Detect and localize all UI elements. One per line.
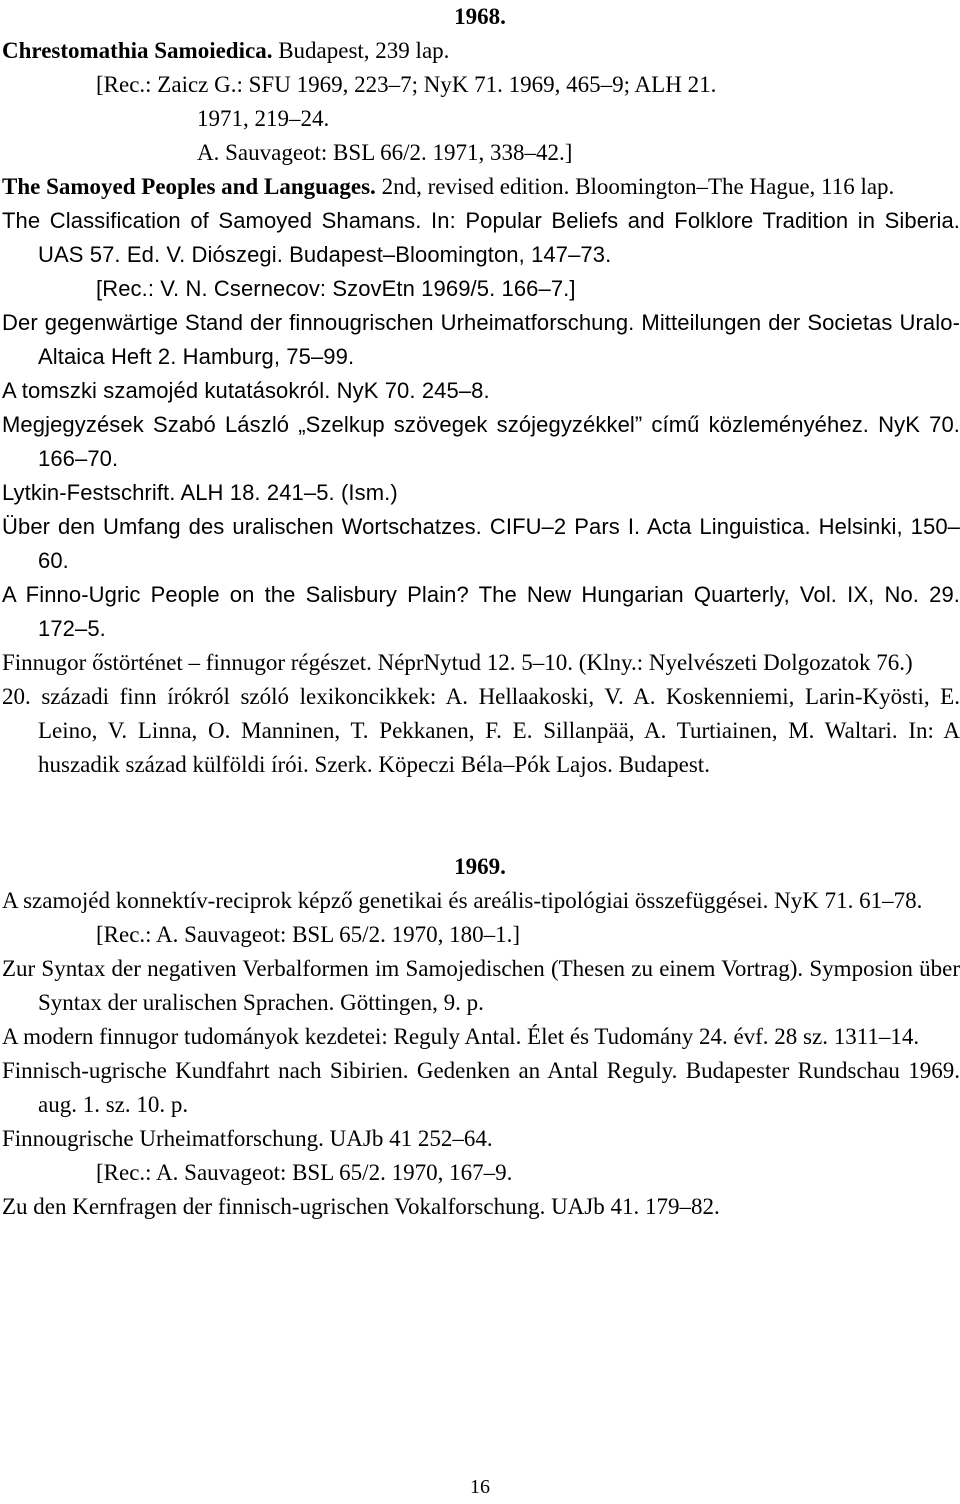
entry-details: 2nd, revised edition. Bloomington–The Hague, 116 lap. bbox=[375, 174, 895, 199]
entry-ostortenet: Finnugor őstörténet – finnugor régészet. NéprNytud 12. 5–10. (Klny.: Nyelvészeti Dolgozatok 76.) bbox=[2, 650, 913, 675]
entry-shamans: The Classification of Samoyed Shamans. In: Popular Beliefs and Folklore Tradition in Siberia. UAS 57. Ed. V. Diószegi. Budapest–Bloomington, 147–73. bbox=[2, 208, 960, 267]
section-gap bbox=[0, 782, 960, 850]
review-line: A. Sauvageot: BSL 66/2. 1971, 338–42.] bbox=[197, 140, 573, 165]
entry-urheimatforschung: Der gegenwärtige Stand der finnougrischen Urheimatforschung. Mitteilungen der Societas Uralo-Altaica Heft 2. Hamburg, 75–99. bbox=[2, 310, 960, 369]
entry-konnektiv: A szamojéd konnektív-reciprok képző genetikai és areális-tipológiai összefüggései. NyK 71. 61–78. bbox=[2, 888, 923, 913]
entry-megjegyzesek: Megjegyzések Szabó László „Szelkup szövegek szójegyzékkel” című közleményéhez. NyK 70. 166–70. bbox=[2, 412, 960, 471]
entry-details: Budapest, 239 lap. bbox=[272, 38, 450, 63]
review-line: [Rec.: A. Sauvageot: BSL 65/2. 1970, 180–1.] bbox=[96, 922, 520, 947]
entry-syntax: Zur Syntax der negativen Verbalformen im Samojedischen (Thesen zu einem Vortrag). Symposion über Syntax der uralischen Sprachen. Göttingen, 9. p. bbox=[2, 956, 960, 1015]
year-heading-1969: 1969. bbox=[454, 854, 506, 879]
entry-samoyed-peoples bbox=[0, 170, 960, 204]
entry-kundfahrt: Finnisch-ugrische Kundfahrt nach Sibirien. Gedenken an Antal Reguly. Budapester Rundschau 1969. aug. 1. sz. 10. p. bbox=[2, 1058, 960, 1117]
review-line: [Rec.: Zaicz G.: SFU 1969, 223–7; NyK 71. 1969, 465–9; ALH 21. bbox=[96, 72, 717, 97]
review-line: 1971, 219–24. bbox=[197, 106, 330, 131]
entry-lytkin: Lytkin-Festschrift. ALH 18. 241–5. (Ism.) bbox=[2, 480, 398, 505]
entry-tomszki: A tomszki szamojéd kutatásokról. NyK 70. 245–8. bbox=[2, 378, 490, 403]
page-number: 16 bbox=[470, 1476, 490, 1498]
entry-finnougrische: Finnougrische Urheimatforschung. UAJb 41 252–64. bbox=[2, 1126, 493, 1151]
entry-vokalforschung: Zu den Kernfragen der finnisch-ugrischen Vokalforschung. UAJb 41. 179–82. bbox=[2, 1194, 720, 1219]
year-heading-1968: 1968. bbox=[454, 4, 506, 29]
entry-chrestomathia bbox=[0, 34, 960, 68]
entry-lexikoncikkek: 20. századi finn írókról szóló lexikoncikkek: A. Hellaakoski, V. A. Koskenniemi, Larin-Kyösti, E. Leino, V. Linna, O. Manninen, T. Pekkanen, F. E. Sillanpää, A. Turtiainen, M. Waltari. In: A huszadik század külföldi írói. Szerk. Köpeczi Béla–Pók Lajos. Budapest. bbox=[2, 684, 960, 777]
entry-title: The Samoyed Peoples and Languages. bbox=[2, 174, 376, 199]
entry-title: Chrestomathia Samoiedica. bbox=[2, 38, 273, 63]
entry-wortschatz: Über den Umfang des uralischen Wortschatzes. CIFU–2 Pars I. Acta Linguistica. Helsinki, 150–60. bbox=[2, 514, 960, 573]
review-line: [Rec.: A. Sauvageot: BSL 65/2. 1970, 167–9. bbox=[96, 1160, 513, 1185]
entry-reguly: A modern finnugor tudományok kezdetei: Reguly Antal. Élet és Tudomány 24. évf. 28 sz. 1311–14. bbox=[2, 1024, 920, 1049]
review-line: [Rec.: V. N. Csernecov: SzovEtn 1969/5. 166–7.] bbox=[96, 276, 576, 301]
entry-salisbury: A Finno-Ugric People on the Salisbury Plain? The New Hungarian Quarterly, Vol. IX, No. 29. 172–5. bbox=[2, 582, 960, 641]
